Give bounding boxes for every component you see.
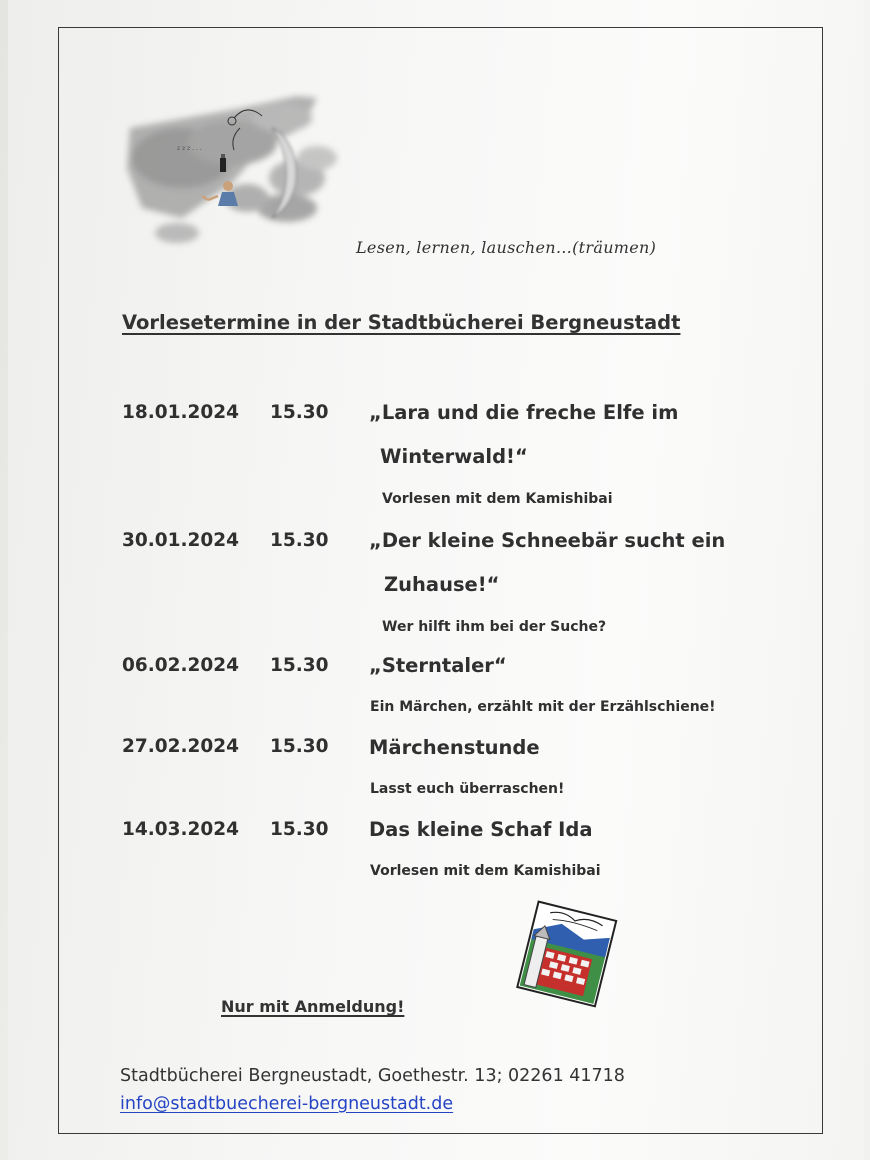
footer-address: Stadtbücherei Bergneustadt, Goethestr. 13; 02261 41718: [120, 1066, 625, 1086]
event-date: 14.03.2024: [122, 819, 240, 840]
event-date: 30.01.2024: [122, 530, 240, 551]
event-time: 15.30: [270, 736, 329, 757]
event-subtitle: Vorlesen mit dem Kamishibai: [382, 491, 613, 507]
event-subtitle: Wer hilft ihm bei der Suche?: [382, 619, 607, 635]
event-title: „Sterntaler“: [369, 654, 507, 677]
event-title-continued: Winterwald!“: [380, 445, 528, 468]
moon-reader-illustration-icon: [122, 88, 342, 253]
tagline: Lesen, lernen, lauschen…(träumen): [356, 238, 657, 257]
event-date: 06.02.2024: [122, 655, 240, 676]
event-time: 15.30: [270, 530, 329, 551]
event-date: 18.01.2024: [122, 402, 240, 423]
event-subtitle: Ein Märchen, erzählt mit der Erzählschiene!: [370, 699, 716, 715]
event-title: „Der kleine Schneebär sucht ein: [369, 529, 726, 552]
event-title: „Lara und die freche Elfe im: [369, 401, 679, 424]
event-title: Märchenstunde: [369, 736, 540, 759]
page-title: Vorlesetermine in der Stadtbücherei Bergneustadt: [122, 311, 681, 334]
event-title: Das kleine Schaf Ida: [369, 818, 593, 841]
event-subtitle: Vorlesen mit dem Kamishibai: [370, 863, 601, 879]
event-time: 15.30: [270, 819, 329, 840]
event-date: 27.02.2024: [122, 736, 240, 757]
event-subtitle: Lasst euch überraschen!: [370, 781, 565, 797]
bergneustadt-library-crest-icon: [515, 898, 620, 1008]
svg-text:z z z . . .: z z z . . .: [177, 145, 202, 152]
event-time: 15.30: [270, 402, 329, 423]
event-time: 15.30: [270, 655, 329, 676]
footer-email-link[interactable]: info@stadtbuecherei-bergneustadt.de: [120, 1094, 454, 1114]
event-title-continued: Zuhause!“: [384, 573, 500, 596]
registration-note: Nur mit Anmeldung!: [221, 997, 405, 1016]
